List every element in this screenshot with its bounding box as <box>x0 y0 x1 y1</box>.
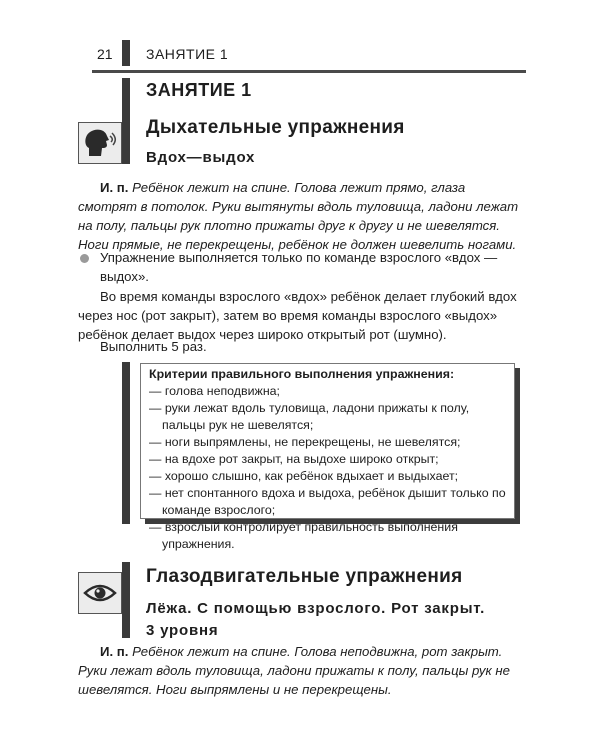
section1-description: Во время команды взрослого «вдох» ребёнок делает глубокий вдох через нос (рот закрыт), затем во время команды взрослого «выдох» ребёнок делает выдох через широко открытый рот (шумно). <box>78 289 517 342</box>
section2-subtitle <box>146 598 526 642</box>
criteria-item: — нет спонтанного вдоха и выдоха, ребёнок дышит только по команде взрослого; <box>149 486 506 517</box>
section2-ip-label: И. п. <box>100 644 129 659</box>
section2-title: Глазодвигательные упражнения <box>146 566 463 587</box>
section1-subtitle: Вдох—выдох <box>146 149 256 166</box>
criteria-item: — руки лежат вдоль туловища, ладони прижаты к полу, пальцы рук не шевелятся; <box>149 401 470 432</box>
eye-icon-box <box>78 572 122 614</box>
criteria-item: — ноги выпрямлены, не перекрещены, не шевелятся; <box>149 435 461 449</box>
section1-ip-label: И. п. <box>100 180 129 195</box>
criteria-item: — голова неподвижна; <box>149 384 280 398</box>
breathing-icon-box <box>78 122 122 164</box>
running-title: ЗАНЯТИЕ 1 <box>146 46 229 62</box>
criteria-bar <box>122 362 130 524</box>
section1-initial-position <box>78 178 522 254</box>
page-number: 21 <box>97 46 113 62</box>
criteria-list <box>149 383 506 553</box>
header-rule <box>92 70 526 73</box>
eye-icon <box>83 581 117 605</box>
section1-repeat: Выполнить 5 раз. <box>100 339 207 354</box>
section2-initial-position <box>78 642 522 699</box>
section1-ip-text: Ребёнок лежит на спине. Голова лежит прямо, глаза смотрят в потолок. Руки вытянуты вдоль туловища, ладони лежат на полу, пальцы рук плотно прижаты друг к другу и не шевелятся. Ноги прямые, не перекрещены, ребёнок не должен шевелить ногами. <box>78 180 519 252</box>
criteria-box <box>140 363 515 551</box>
criteria-item: — хорошо слышно, как ребёнок вдыхает и выдыхает; <box>149 469 459 483</box>
lesson-title: ЗАНЯТИЕ 1 <box>146 80 252 100</box>
section2-subtitle-line1: Лёжа. С помощью взрослого. Рот закрыт. <box>146 600 486 617</box>
criteria-item: — взрослый контролирует правильность выполнения упражнения. <box>149 520 458 551</box>
section2-ip-text: Ребёнок лежит на спине. Голова неподвижна, рот закрыт. Руки лежат вдоль туловища, ладони прижаты к полу, пальцы рук не шевелятся. Ноги выпрямлены и не перекрещены. <box>78 644 510 697</box>
header-divider <box>122 40 130 66</box>
breathing-head-icon <box>81 126 119 160</box>
section2-bar <box>122 562 130 638</box>
section1-bar <box>122 78 130 164</box>
criteria-title: Критерии правильного выполнения упражнения: <box>149 367 455 381</box>
criteria-item: — на вдохе рот закрыт, на выдохе широко открыт; <box>149 452 439 466</box>
section1-bullet-text: Упражнение выполняется только по команде взрослого «вдох — выдох». <box>100 250 498 284</box>
section2-subtitle-line2: 3 уровня <box>146 622 219 639</box>
section1-title: Дыхательные упражнения <box>146 117 405 138</box>
bullet-marker <box>80 254 89 263</box>
